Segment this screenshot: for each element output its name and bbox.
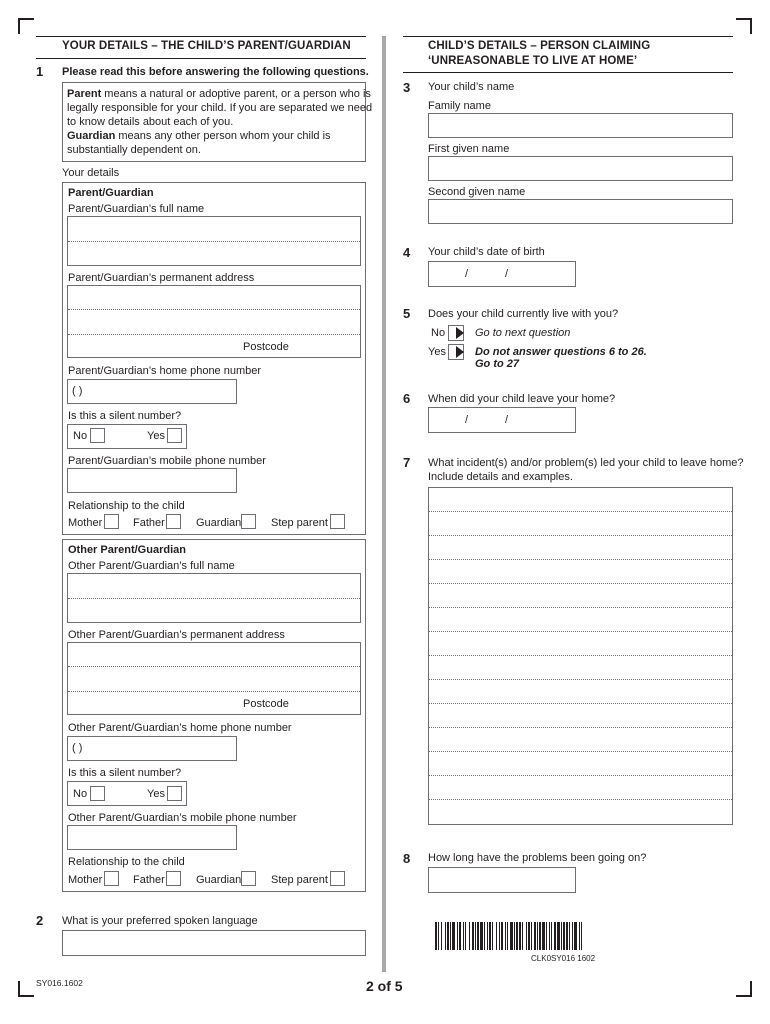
crop-mark-top-right <box>736 18 752 34</box>
other-address-dotted-line-2 <box>68 691 360 692</box>
q5-yes-arrow-checkbox[interactable] <box>448 344 464 360</box>
other-postcode-label: Postcode <box>243 698 289 710</box>
other-father-checkbox[interactable] <box>166 871 181 886</box>
incidents-dotted-line <box>429 703 732 704</box>
parent-text-3: to know details about each of you. <box>67 116 234 128</box>
leave-date-slash-1: / <box>465 414 469 426</box>
parent-father-label: Father <box>133 517 165 529</box>
header-underline-right <box>403 72 733 73</box>
q8-label: How long have the problems been going on? <box>428 852 647 864</box>
q4-label: Your child’s date of birth <box>428 246 545 258</box>
child-family-name-field[interactable] <box>428 113 733 138</box>
q5-yes-instruction-1: Do not answer questions 6 to 26. <box>475 346 647 358</box>
parent-address-label: Parent/Guardian’s permanent address <box>68 272 255 284</box>
form-code: SY016.1602 <box>36 978 83 988</box>
child-left-home-date-field[interactable] <box>428 407 576 433</box>
other-mobile-label: Other Parent/Guardian’s mobile phone number <box>68 812 297 824</box>
question-number-1: 1 <box>36 64 44 79</box>
barcode-number: CLK0SY016 1602 <box>531 954 596 963</box>
incidents-dotted-line <box>429 631 732 632</box>
question-number-7: 7 <box>403 455 411 470</box>
parent-definition <box>67 87 372 157</box>
parent-text-1: means a natural or adoptive parent, or a person who is <box>101 88 371 100</box>
your-details-label: Your details <box>62 167 120 179</box>
parent-mother-label: Mother <box>68 517 103 529</box>
other-area-code-parens: ( ) <box>72 742 83 754</box>
parent-silent-no-label: No <box>73 430 88 442</box>
guardian-text-2: substantially dependent on. <box>67 144 201 156</box>
preferred-language-field[interactable] <box>62 930 366 956</box>
q7-label-line-2: Include details and examples. <box>428 471 573 483</box>
page-number: 2 of 5 <box>366 978 403 994</box>
parent-text-2: legally responsible for your child. If you are separated we need <box>67 102 373 114</box>
parent-term: Parent <box>67 88 102 100</box>
q6-label: When did your child leave your home? <box>428 393 616 405</box>
q1-instruction: Please read this before answering the following questions. <box>62 66 369 78</box>
other-silent-number-label: Is this a silent number? <box>68 767 182 779</box>
q5-no-arrow-checkbox[interactable] <box>448 325 464 341</box>
incidents-dotted-line <box>429 511 732 512</box>
second-given-name-label: Second given name <box>428 186 526 198</box>
barcode-bar <box>582 922 584 950</box>
other-home-phone-label: Other Parent/Guardian’s home phone number <box>68 722 292 734</box>
parent-silent-yes-checkbox[interactable] <box>167 428 182 443</box>
other-step-parent-label: Step parent <box>271 874 328 886</box>
crop-mark-bottom-left <box>18 981 34 997</box>
q7-label-line-1: What incident(s) and/or problem(s) led your child to leave home? <box>428 457 744 469</box>
parent-address-dotted-line-2 <box>68 334 360 335</box>
parent-step-parent-checkbox[interactable] <box>330 514 345 529</box>
child-dob-field[interactable] <box>428 261 576 287</box>
incidents-dotted-line <box>429 727 732 728</box>
section-header-child-line-2: ‘UNREASONABLE TO LIVE AT HOME’ <box>428 55 638 67</box>
q2-label: What is your preferred spoken language <box>62 915 258 927</box>
header-rule-right <box>403 36 733 37</box>
parent-home-phone-label: Parent/Guardian’s home phone number <box>68 365 262 377</box>
other-address-field[interactable] <box>67 642 361 715</box>
q5-label: Does your child currently live with you? <box>428 308 619 320</box>
parent-full-name-dotted-line <box>68 241 360 242</box>
parent-silent-number-label: Is this a silent number? <box>68 410 182 422</box>
header-underline-left <box>36 58 366 59</box>
other-address-label: Other Parent/Guardian’s permanent address <box>68 629 285 641</box>
parent-relationship-label: Relationship to the child <box>68 500 185 512</box>
section-header-your-details: YOUR DETAILS – THE CHILD’S PARENT/GUARDIAN <box>62 40 351 52</box>
parent-silent-no-checkbox[interactable] <box>90 428 105 443</box>
other-mother-checkbox[interactable] <box>104 871 119 886</box>
other-father-label: Father <box>133 874 165 886</box>
other-guardian-checkbox[interactable] <box>241 871 256 886</box>
parent-home-phone-field[interactable] <box>67 379 237 404</box>
guardian-term: Guardian <box>67 130 116 142</box>
dob-slash-2: / <box>505 268 509 280</box>
leave-date-slash-2: / <box>505 414 509 426</box>
question-number-2: 2 <box>36 913 44 928</box>
q5-yes-label: Yes <box>428 346 446 358</box>
other-address-dotted-line-1 <box>68 666 360 667</box>
child-second-given-name-field[interactable] <box>428 199 733 224</box>
incidents-dotted-line <box>429 751 732 752</box>
other-silent-yes-label: Yes <box>147 788 165 800</box>
incidents-dotted-line <box>429 799 732 800</box>
other-full-name-label: Other Parent/Guardian’s full name <box>68 560 235 572</box>
other-silent-no-label: No <box>73 788 88 800</box>
parent-address-field[interactable] <box>67 285 361 358</box>
incidents-dotted-line <box>429 655 732 656</box>
parent-mother-checkbox[interactable] <box>104 514 119 529</box>
question-number-5: 5 <box>403 306 411 321</box>
crop-mark-top-left <box>18 18 34 34</box>
other-mother-label: Mother <box>68 874 103 886</box>
other-full-name-dotted-line <box>68 598 360 599</box>
incidents-dotted-line <box>429 775 732 776</box>
child-first-given-name-field[interactable] <box>428 156 733 181</box>
barcode <box>435 922 705 950</box>
question-number-8: 8 <box>403 851 411 866</box>
parent-guardian-label: Guardian <box>196 517 242 529</box>
question-number-4: 4 <box>403 245 411 260</box>
problems-duration-field[interactable] <box>428 867 576 893</box>
header-rule-left <box>36 36 366 37</box>
q5-no-instruction: Go to next question <box>475 327 571 339</box>
incidents-dotted-line <box>429 535 732 536</box>
parent-postcode-label: Postcode <box>243 341 289 353</box>
other-home-phone-field[interactable] <box>67 736 237 761</box>
parent-father-checkbox[interactable] <box>166 514 181 529</box>
other-guardian-label: Guardian <box>196 874 242 886</box>
other-silent-yes-checkbox[interactable] <box>167 786 182 801</box>
parent-silent-yes-label: Yes <box>147 430 165 442</box>
parent-mobile-label: Parent/Guardian’s mobile phone number <box>68 455 266 467</box>
question-number-3: 3 <box>403 80 411 95</box>
other-step-parent-checkbox[interactable] <box>330 871 345 886</box>
family-name-label: Family name <box>428 100 491 112</box>
question-number-6: 6 <box>403 391 411 406</box>
parent-mobile-field[interactable] <box>67 468 237 493</box>
parent-area-code-parens: ( ) <box>72 385 83 397</box>
parent-address-dotted-line-1 <box>68 309 360 310</box>
q5-yes-instruction-2: Go to 27 <box>475 358 520 370</box>
column-divider <box>382 36 386 972</box>
parent-full-name-label: Parent/Guardian’s full name <box>68 203 205 215</box>
other-relationship-label: Relationship to the child <box>68 856 185 868</box>
dob-slash-1: / <box>465 268 469 280</box>
incidents-dotted-line <box>429 607 732 608</box>
section-header-child-line-1: CHILD’S DETAILS – PERSON CLAIMING <box>428 40 651 52</box>
q3-label: Your child’s name <box>428 81 515 93</box>
parent-step-parent-label: Step parent <box>271 517 328 529</box>
other-parent-guardian-title: Other Parent/Guardian <box>68 544 186 556</box>
parent-guardian-title: Parent/Guardian <box>68 187 154 199</box>
guardian-text-1: means any other person whom your child is <box>115 130 331 142</box>
other-silent-no-checkbox[interactable] <box>90 786 105 801</box>
incidents-dotted-line <box>429 559 732 560</box>
parent-guardian-checkbox[interactable] <box>241 514 256 529</box>
incidents-dotted-line <box>429 679 732 680</box>
first-given-name-label: First given name <box>428 143 510 155</box>
incidents-dotted-line <box>429 583 732 584</box>
q5-no-label: No <box>431 327 446 339</box>
other-mobile-field[interactable] <box>67 825 237 850</box>
crop-mark-bottom-right <box>736 981 752 997</box>
